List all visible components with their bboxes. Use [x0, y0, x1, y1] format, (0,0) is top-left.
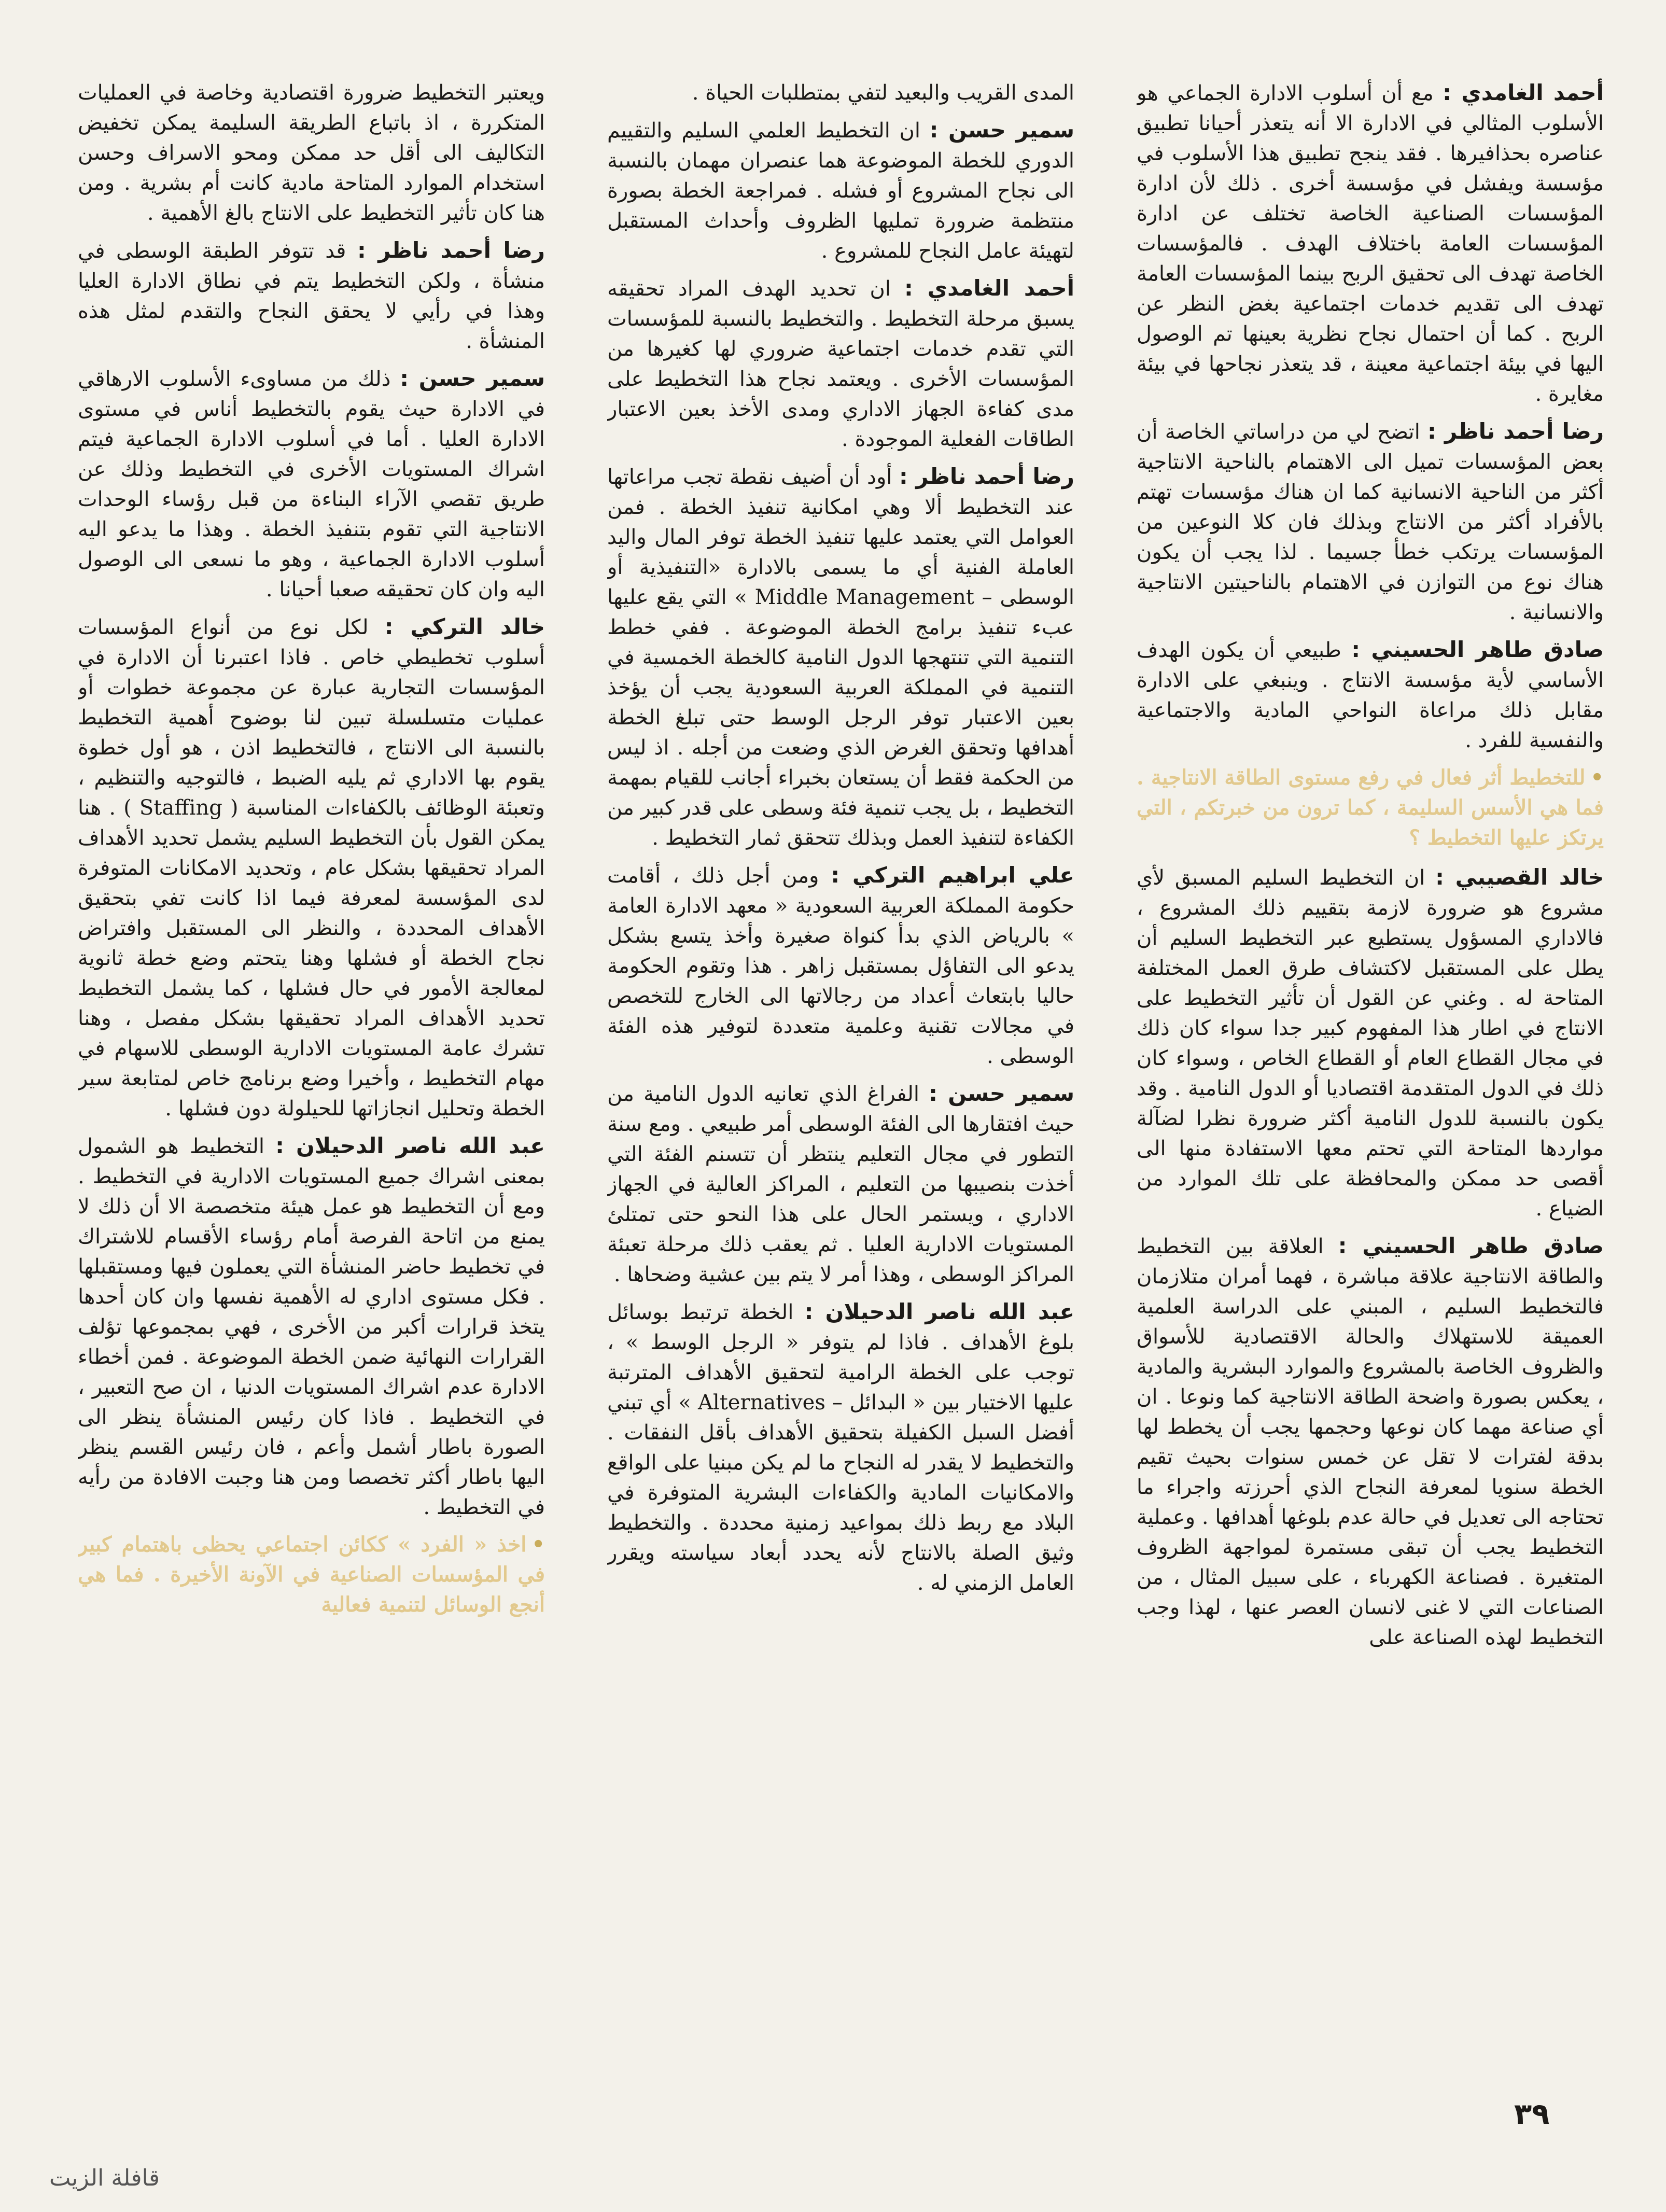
question-text: للتخطيط أثر فعال في رفع مستوى الطاقة الانتاجية . فما هي الأسس السليمة ، كما ترون من خبرتكم ، التي يرتكز عليها التخطيط ؟: [1137, 765, 1604, 850]
paragraph-text: العلاقة بين التخطيط والطاقة الانتاجية علاقة مباشرة ، فهما أمران متلازمان فالتخطيط السليم ، المبني على الدراسة العلمية العميقة للاستهلاك والحالة الاقتصادية للأسواق والظروف الخاصة بالمشروع والموارد البشرية والمادية ، يعكس بصورة واضحة الطاقة الانتاجية كما ونوعا . ان أي صناعة مهما كان نوعها وحجمها يجب أن يخطط لها بدقة لفترات لا تقل عن خمس سنوات بحيث تقيم الخطة سنويا لمعرفة النجاح الذي أحرزته واجراء ما تحتاجه الى تعديل في حالة عدم بلوغها أهدافها . وعملية التخطيط يجب أن تبقى مستمرة لمواجهة الظروف المتغيرة . فصناعة الكهرباء ، على سبيل المثال ، من الصناعات التي لا غنى لانسان العصر عنها ، لهذا وجب التخطيط لهذه الصناعة على: [1137, 1235, 1604, 1649]
speaker-name: خالد القصيبي :: [1435, 864, 1604, 890]
column-right: [1137, 78, 1604, 2074]
speaker-name: سمير حسن :: [929, 117, 1074, 143]
speaker-paragraph: [1137, 416, 1604, 627]
speaker-name: عبد الله ناصر الدحيلان :: [804, 1299, 1074, 1324]
paragraph-text: مع أن أسلوب الادارة الجماعي هو الأسلوب المثالي في الادارة الا أنه يتعذر أحيانا تطبيق عناصره بحذافيرها . فقد ينجح تطبيق هذا الأسلوب في مؤسسة ويفشل في مؤسسة أخرى . ذلك لأن ادارة المؤسسات الصناعية الخاصة تختلف عن ادارة المؤسسات العامة باختلاف الهدف . فالمؤسسات الخاصة تهدف الى تحقيق الربح بينما المؤسسات العامة تهدف الى تقديم خدمات اجتماعية بغض النظر عن الربح . كما أن احتمال نجاح نظرية بعينها تم الوصول اليها في بيئة اجتماعية معينة ، قد يتعذر نجاحها في بيئة مغايرة .: [1137, 81, 1604, 406]
speaker-name: صادق طاهر الحسيني :: [1351, 637, 1604, 662]
speaker-name: صادق طاهر الحسيني :: [1338, 1233, 1604, 1258]
magazine-name: قافلة الزيت: [49, 2165, 160, 2191]
column-left: [78, 78, 545, 2074]
speaker-name: أحمد الغامدي :: [1443, 80, 1604, 105]
question-text: اخذ « الفرد » ككائن اجتماعي يحظى باهتمام كبير في المؤسسات الصناعية في الآونة الأخيرة . فما هي أنجع الوسائل لتنمية فعالية: [78, 1532, 545, 1617]
speaker-paragraph: [607, 273, 1074, 454]
speaker-paragraph: [607, 115, 1074, 266]
speaker-paragraph: [1137, 78, 1604, 409]
speaker-paragraph: [1137, 635, 1604, 755]
speaker-name: رضا أحمد ناظر :: [357, 237, 545, 263]
interviewer-question: [1137, 763, 1604, 853]
paragraph-text: الخطة ترتبط بوسائل بلوغ الأهداف . فاذا لم يتوفر « الرجل الوسط » ، توجب على الخطة الرامية لتحقيق الأهداف المترتبة عليها الاختيار بين « البدائل – Alternatives » أي تبني أفضل السبل الكفيلة بتحقيق الأهداف بأقل النفقات . والتخطيط لا يقدر له النجاح ما لم يكن مبنيا على الواقع والامكانيات المادية والكفاءات البشرية المتوفرة في البلاد مع ربط ذلك بمواعيد زمنية محددة . والتخطيط وثيق الصلة بالانتاج لأنه يحدد أبعاد سياسته ويقرر العامل الزمني له .: [607, 1300, 1074, 1595]
speaker-paragraph: [78, 612, 545, 1124]
paragraph-text: التخطيط هو الشمول بمعنى اشراك جميع المستويات الادارية في التخطيط . ومع أن التخطيط هو عمل هيئة متخصصة الا أن ذلك لا يمنع من اتاحة الفرصة أمام رؤساء الأقسام للاشتراك في تخطيط حاضر المنشأة التي يعملون فيها ومستقبلها . فكل مستوى اداري له الأهمية نفسها وان كان أحدها يتخذ قرارات أكبر من الأخرى ، فهي بمجموعها تؤلف القرارات النهائية ضمن الخطة الموضوعة . فمن أخطاء الادارة عدم اشراك المستويات الدنيا ، ان صح التعبير ، في التخطيط . فاذا كان رئيس المنشأة ينظر الى الصورة باطار أشمل وأعم ، فان رئيس القسم ينظر اليها باطار أكثر تخصصا ومن هنا وجبت الافادة من رأيه في التخطيط .: [78, 1135, 545, 1519]
page-number: ٣٩: [1514, 2097, 1550, 2131]
speaker-paragraph: [1137, 862, 1604, 1224]
paragraph-text: ان التخطيط السليم المسبق لأي مشروع هو ضرورة لازمة بتقييم ذلك المشروع ، فالاداري المسؤول يستطيع عبر التخطيط السليم أن يطل على المستقبل لاكتشاف طرق العمل المختلفة المتاحة له . وغني عن القول أن تأثير التخطيط على الانتاج في اطار هذا المفهوم كبير جدا سواء كان ذلك في مجال القطاع العام أو القطاع الخاص ، وسواء كان ذلك في الدول المتقدمة اقتصاديا أو الدول النامية . وقد يكون بالنسبة للدول النامية أكثر ضرورة نظرا لضآلة مواردها المتاحة التي تحتم معها الاستفادة منها الى أقصى حد ممكن والمحافظة على تلك الموارد من الضياع .: [1137, 866, 1604, 1221]
column-middle: [607, 78, 1074, 2074]
paragraph-text: طبيعي أن يكون الهدف الأساسي لأية مؤسسة الانتاج . وينبغي على الادارة مقابل ذلك مراعاة النواحي المادية والاجتماعية والنفسية للفرد .: [1137, 638, 1604, 752]
speaker-paragraph: [78, 1131, 545, 1522]
paragraph-text: لكل نوع من أنواع المؤسسات أسلوب تخطيطي خاص . فاذا اعتبرنا أن الادارة في المؤسسات التجارية عبارة عن مجموعة خطوات أو عمليات متسلسلة تبين لنا بوضوح أهمية التخطيط بالنسبة الى الانتاج ، فالتخطيط اذن ، هو أول خطوة يقوم بها الاداري ثم يليه الضبط ، فالتوجيه والتنظيم ، وتعبئة الوظائف بالكفاءات المناسبة ( Staffing ) . هنا يمكن القول بأن التخطيط السليم يشمل تحديد الأهداف المراد تحقيقها بشكل عام ، وتحديد الامكانات المتوفرة لدى المؤسسة لمعرفة فيما اذا كانت تفي بتحقيق الأهداف المحددة ، والنظر الى المستقبل وافتراض نجاح الخطة أو فشلها وهنا يتحتم وضع خطة ثانوية لمعالجة الأمور في حال فشلها ، كما يشمل التخطيط تحديد الأهداف المراد تحقيقها بشكل مفصل ، وهنا تشرك عامة المستويات الادارية الوسطى للاسهام في مهام التخطيط ، وأخيرا وضع برنامج خاص لمتابعة سير الخطة وتحليل انجازاتها للحيلولة دون فشلها .: [78, 615, 545, 1121]
bullet-icon: •: [1590, 765, 1604, 790]
speaker-paragraph: [607, 1297, 1074, 1598]
speaker-name: علي ابراهيم التركي :: [831, 862, 1074, 888]
paragraph-text: ومن أجل ذلك ، أقامت حكومة المملكة العربية السعودية « معهد الادارة العامة » بالرياض الذي بدأ كنواة صغيرة وأخذ يتسع بشكل يدعو الى التفاؤل بمستقبل زاهر . هذا وتقوم الحكومة حاليا بابتعاث أعداد من رجالاتها الى الخارج للتخصص في مجالات تقنية وعلمية متعددة لتوفير هذه الفئة الوسطى .: [607, 864, 1074, 1068]
speaker-paragraph: [607, 78, 1074, 108]
interviewer-question: [78, 1530, 545, 1620]
speaker-name: عبد الله ناصر الدحيلان :: [275, 1133, 545, 1158]
paragraph-text: اتضح لي من دراساتي الخاصة أن بعض المؤسسات تميل الى الاهتمام بالناحية الانتاجية أكثر من الناحية الانسانية كما ان هناك مؤسسات تهتم بالأفراد أكثر من الانتاج وبذلك فان كلا النوعين من المؤسسات يرتكب خطأ جسيما . لذا يجب أن يكون هناك نوع من التوازن في الاهتمام بالناحيتين الانتاجية والانسانية .: [1137, 420, 1604, 624]
paragraph-text: ان التخطيط العلمي السليم والتقييم الدوري للخطة الموضوعة هما عنصران مهمان بالنسبة الى نجاح المشروع أو فشله . فمراجعة الخطة بصورة منتظمة ضرورة تمليها الظروف وأحداث المستقبل لتهيئة عامل النجاح للمشروع .: [607, 119, 1074, 263]
paragraph-text: ان تحديد الهدف المراد تحقيقه يسبق مرحلة التخطيط . والتخطيط بالنسبة للمؤسسات التي تقدم خدمات اجتماعية ضروري لها كغيرها من المؤسسات الأخرى . ويعتمد نجاح هذا التخطيط على مدى كفاءة الجهاز الاداري ومدى الأخذ بعين الاعتبار الطاقات الفعلية الموجودة .: [607, 277, 1074, 451]
speaker-name: رضا أحمد ناظر :: [899, 464, 1074, 489]
paragraph-text: ذلك من مساوىء الأسلوب الارهاقي في الادارة حيث يقوم بالتخطيط أناس في مستوى الادارة العليا . أما في أسلوب الادارة الجماعية فيتم اشراك المستويات الأخرى في التخطيط وذلك عن طريق تقصي الآراء البناءة من قبل رؤساء الوحدات الانتاجية التي تقوم بتنفيذ الخطة . وهذا ما يدعو اليه أسلوب الادارة الجماعية ، وهو ما نسعى الى الوصول اليه وان كان تحقيقه صعبا أحيانا .: [78, 367, 545, 601]
speaker-name: سمير حسن :: [929, 1081, 1074, 1106]
speaker-paragraph: [78, 363, 545, 605]
paragraph-text: الفراغ الذي تعانيه الدول النامية من حيث افتقارها الى الفئة الوسطى أمر طبيعي . ومع سنة التطور في مجال التعليم ينتظر أن تتسنم الفئة التي أخذت بنصيبها من التعليم ، المراكز العالية في الجهاز الاداري ، ويستمر الحال على هذا النحو حتى تمتلئ المستويات الادارية العليا . ثم يعقب ذلك مرحلة تعبئة المراكز الوسطى ، وهذا أمر لا يتم بين عشية وضحاها .: [607, 1082, 1074, 1286]
bullet-icon: •: [531, 1532, 545, 1557]
speaker-paragraph: [1137, 1231, 1604, 1653]
speaker-name: أحمد الغامدي :: [904, 275, 1074, 301]
paragraph-text: أود أن أضيف نقطة تجب مراعاتها عند التخطيط ألا وهي امكانية تنفيذ الخطة . فمن العوامل التي يعتمد عليها تنفيذ الخطة توفر المال واليد العاملة الفنية أي ما يسمى بالادارة «التنفيذية أو الوسطى – Middle Management » التي يقع عليها عبء تنفيذ برامج الخطة الموضوعة . ففي خطط التنمية التي تنتهجها الدول النامية كالخطة الخمسية في التنمية في المملكة العربية السعودية يجب أن يؤخذ بعين الاعتبار توفر الرجل الوسط حتى تبلغ الخطة أهدافها وتحقق الغرض الذي وضعت من أجله . اذ ليس من الحكمة فقط أن يستعان بخبراء أجانب للقيام بمهمة التخطيط ، بل يجب تنمية فئة وسطى على قدر كبير من الكفاءة لتنفيذ العمل وبذلك تتحقق ثمار التخطيط .: [607, 465, 1074, 850]
speaker-paragraph: [78, 235, 545, 356]
paragraph-text: المدى القريب والبعيد لتفي بمتطلبات الحياة .: [692, 81, 1074, 105]
article-columns: [78, 78, 1604, 2074]
speaker-name: رضا أحمد ناظر :: [1427, 418, 1604, 444]
paragraph-text: قد تتوفر الطبقة الوسطى في منشأة ، ولكن التخطيط يتم في نطاق الادارة العليا وهذا في رأيي لا يحقق النجاح والتقدم لمثل هذه المنشأة .: [78, 239, 545, 353]
speaker-paragraph: [607, 461, 1074, 853]
speaker-paragraph: [607, 1079, 1074, 1290]
paragraph-text: ويعتبر التخطيط ضرورة اقتصادية وخاصة في العمليات المتكررة ، اذ باتباع الطريقة السليمة يمكن تخفيض التكاليف الى أقل حد ممكن ومحو الاسراف وحسن استخدام الموارد المتاحة مادية كانت أم بشرية . ومن هنا كان تأثير التخطيط على الانتاج بالغ الأهمية .: [78, 81, 545, 225]
speaker-paragraph: [607, 860, 1074, 1071]
speaker-paragraph: [78, 78, 545, 228]
speaker-name: خالد التركي :: [384, 614, 545, 639]
speaker-name: سمير حسن :: [400, 366, 545, 391]
